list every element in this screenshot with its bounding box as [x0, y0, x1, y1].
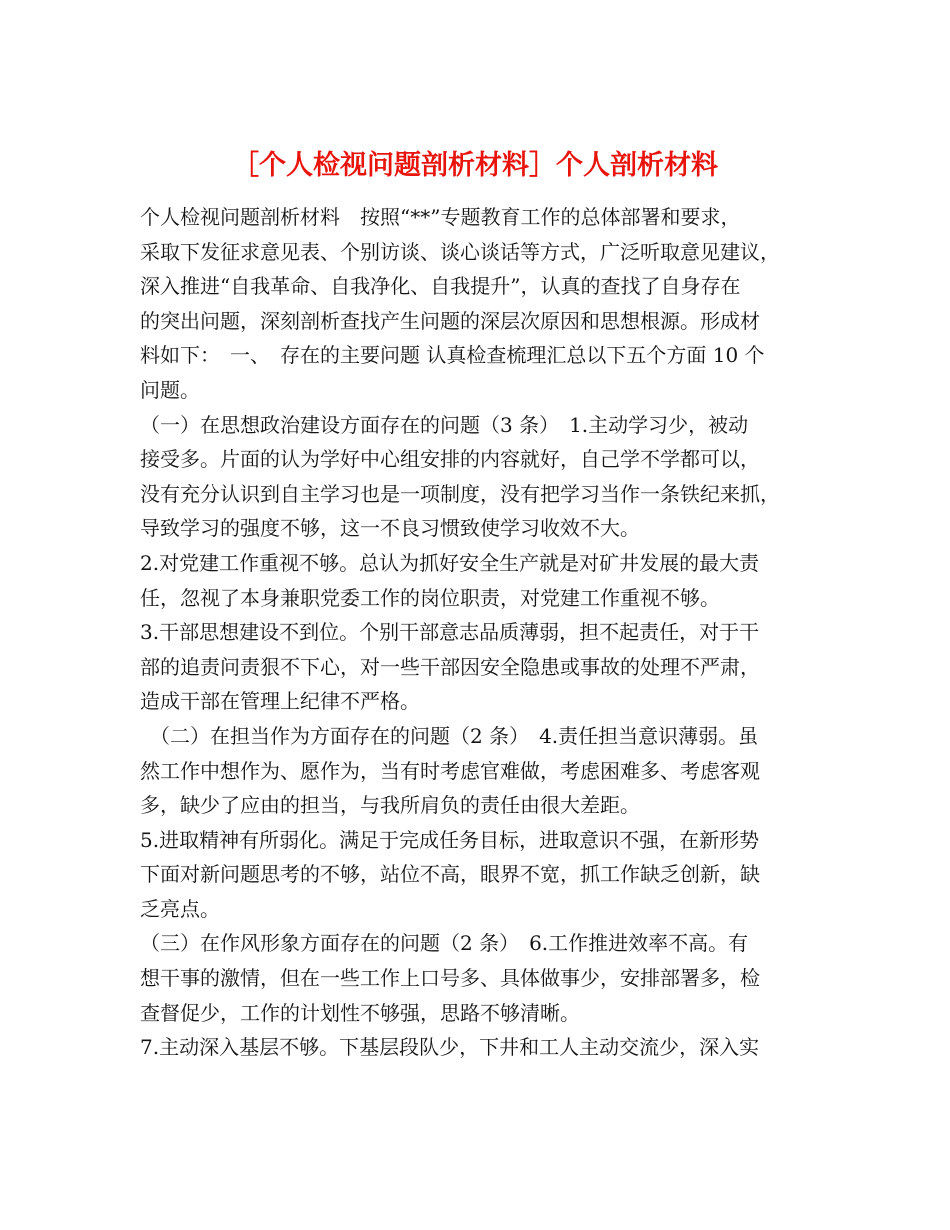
text-line: 任，忽视了本身兼职党委工作的岗位职责，对党建工作重视不够。: [140, 585, 720, 610]
text-line: 然工作中想作为、愿作为，当有时考虑官难做，考虑困难多、考虑客观: [140, 758, 760, 783]
text-line: （二）在担当作为方面存在的问题（2 条） 4.责任担当意识薄弱。虽: [140, 723, 759, 748]
text-line: 料如下： 一、 存在的主要问题 认真检查梳理汇总以下五个方面 10 个: [140, 343, 765, 368]
text-line: （三）在作风形象方面存在的问题（2 条） 6.工作推进效率不高。有: [140, 931, 749, 956]
paragraph-section-1: [140, 408, 830, 546]
text-line: 造成干部在管理上纪律不严格。: [140, 689, 420, 714]
text-line: 接受多。片面的认为学好中心组安排的内容就好，自己学不学都可以，: [140, 447, 760, 472]
paragraph-section-3: [140, 926, 830, 1030]
document-body: [140, 200, 830, 1065]
text-line: 乏亮点。: [140, 896, 220, 921]
paragraph-item-7: [140, 1030, 830, 1065]
paragraph-intro: [140, 200, 830, 408]
text-line: （一）在思想政治建设方面存在的问题（3 条） 1.主动学习少，被动: [140, 412, 749, 437]
paragraph-item-2: [140, 546, 830, 615]
text-line: 个人检视问题剖析材料 按照“**”专题教育工作的总体部署和要求，: [140, 205, 741, 229]
text-line: 下面对新问题思考的不够，站位不高，眼界不宽，抓工作缺乏创新，缺: [140, 862, 760, 887]
paragraph-item-3: [140, 615, 830, 719]
text-line: 没有充分认识到自主学习也是一项制度，没有把学习当作一条铁纪来抓，: [140, 481, 780, 506]
text-line: 7.主动深入基层不够。下基层段队少，下井和工人主动交流少，深入实: [140, 1035, 760, 1060]
text-line: 2.对党建工作重视不够。总认为抓好安全生产就是对矿井发展的最大责: [140, 550, 760, 575]
document-title: ［个人检视问题剖析材料］个人剖析材料: [232, 150, 718, 182]
text-line: 部的追责问责狠不下心，对一些干部因安全隐患或事故的处理不严肃，: [140, 654, 760, 679]
text-line: 多，缺少了应由的担当，与我所肩负的责任由很大差距。: [140, 793, 640, 818]
text-line: 深入推进“自我革命、自我净化、自我提升”，认真的查找了自身存在: [140, 274, 741, 299]
text-line: 导致学习的强度不够，这一不良习惯致使学习收效不大。: [140, 516, 640, 541]
paragraph-section-2: [140, 719, 830, 823]
text-line: 问题。: [140, 377, 200, 402]
text-line: 采取下发征求意见表、个别访谈、谈心谈话等方式，广泛听取意见建议，: [140, 239, 780, 264]
text-line: 查督促少，工作的计划性不够强，思路不够清晰。: [140, 1000, 580, 1025]
text-line: 想干事的激情，但在一些工作上口号多、具体做事少，安排部署多，检: [140, 966, 760, 991]
text-line: 5.进取精神有所弱化。满足于完成任务目标，进取意识不强，在新形势: [140, 827, 760, 852]
text-line: 的突出问题，深刻剖析查找产生问题的深层次原因和思想根源。形成材: [140, 308, 760, 333]
text-line: 3.干部思想建设不到位。个别干部意志品质薄弱，担不起责任，对于干: [140, 620, 760, 645]
paragraph-item-5: [140, 823, 830, 927]
